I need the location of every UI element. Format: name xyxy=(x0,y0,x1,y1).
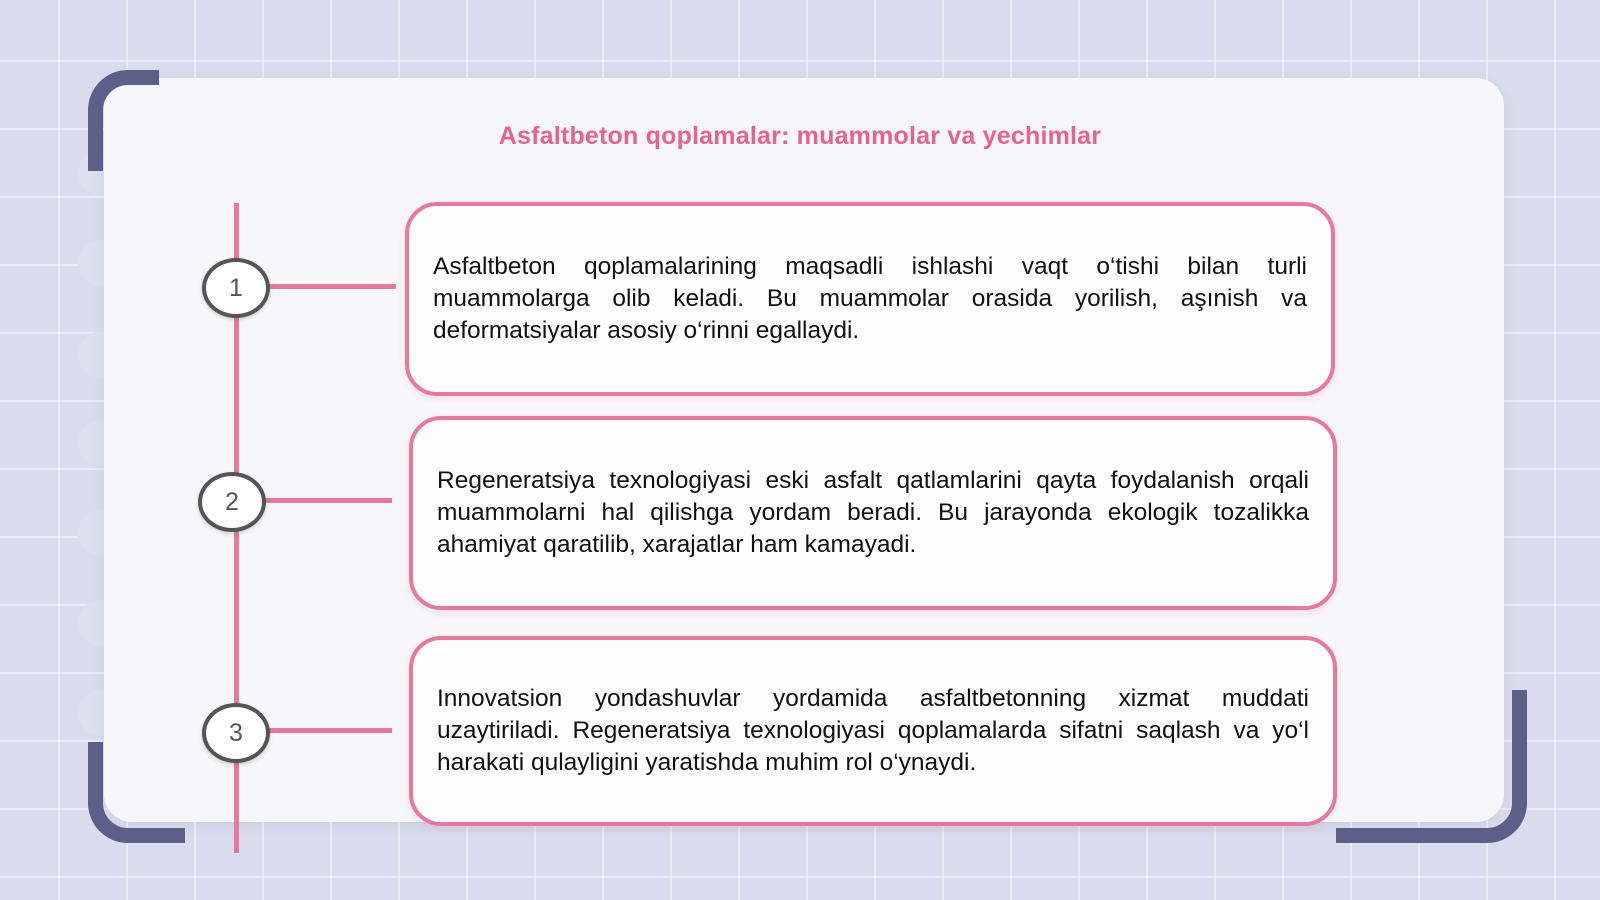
timeline-connector xyxy=(266,728,392,733)
timeline-number-2: 2 xyxy=(198,472,266,532)
timeline-number-1: 1 xyxy=(202,258,270,318)
timeline-card-2 xyxy=(409,416,1337,610)
timeline-connector xyxy=(266,284,396,289)
timeline-card-text: Regeneratsiya texnologiyasi eski asfalt qatlamlarini qayta foydalanish orqali muammolarni hal qilishga yordam beradi. Bu jarayonda ekologik tozalikka ahamiyat qaratilib, xarajatlar ham kamayadi. xyxy=(437,467,1309,558)
slide-title: Asfaltbeton qoplamalar: muammolar va yechimlar xyxy=(498,122,1102,150)
timeline-card-3 xyxy=(409,636,1337,826)
timeline-number-3: 3 xyxy=(202,703,270,763)
frame-corner-top-left xyxy=(88,70,159,171)
frame-corner-bottom-left xyxy=(88,742,185,843)
timeline-connector xyxy=(262,498,392,503)
timeline-card-1 xyxy=(405,202,1335,396)
timeline-card-text: Asfaltbeton qoplamalarining maqsadli ishlashi vaqt o‘tishi bilan turli muammolarga olib keladi. Bu muammolar orasida yorilish, aşınish va deformatsiyalar asosiy o‘rinni egallaydi. xyxy=(433,253,1307,344)
frame-corner-bottom-right xyxy=(1336,690,1527,843)
timeline-card-text: Innovatsion yondashuvlar yordamida asfaltbetonning xizmat muddati uzaytiriladi. Regeneratsiya texnologiyasi qoplamalarda sifatni saqlash va yo‘l harakati qulayligini yaratishda muhim rol o‘ynaydi. xyxy=(437,685,1309,776)
